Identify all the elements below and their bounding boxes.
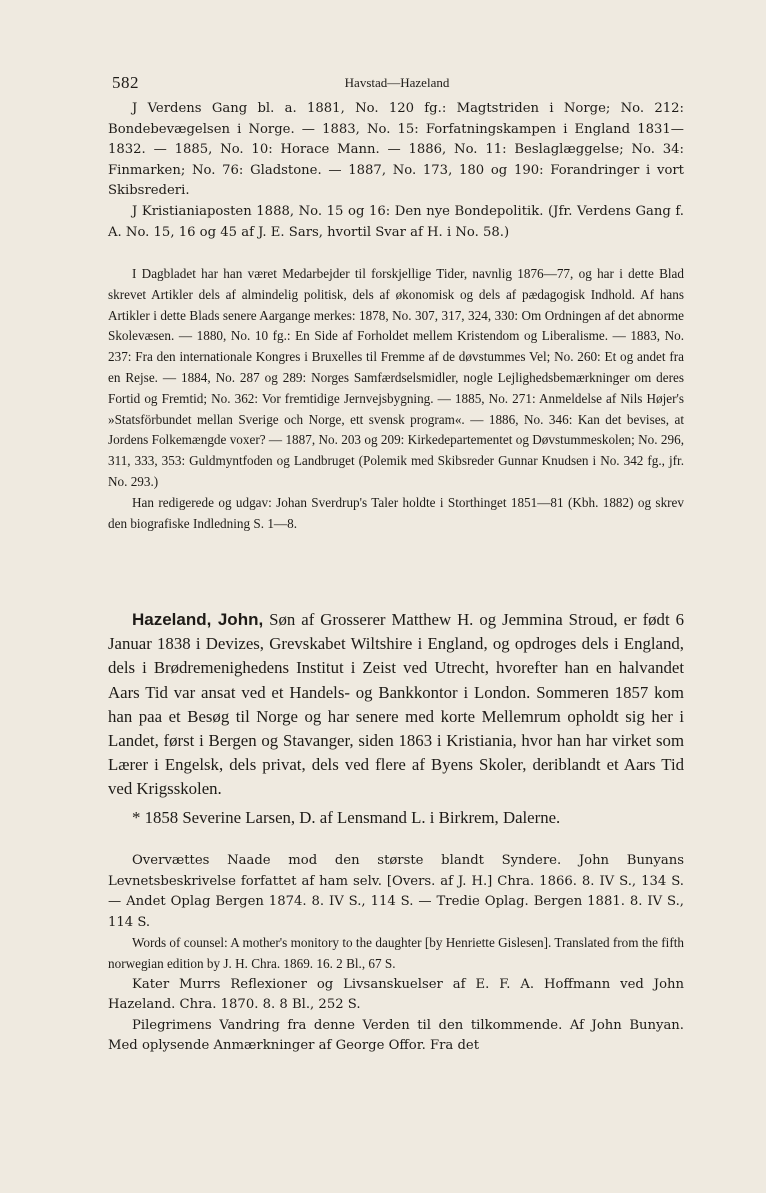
entry-bio-text: Søn af Grosserer Matthew H. og Jemmina Stroud, er født 6 Januar 1838 i Devizes, Grevskabet Wiltshire i England, og opdroges dels i England, dels i Brødremenighedens Institut i Zeist ved Utrecht, hvorefter han en halvandet Aars Tid var ansat ved et Handels- og Bankkontor i London. Sommeren 1857 kom han paa et Besøg til Norge og har senere med korte Mellemrum opholdt sig her i Landet, først i Bergen og Stavanger, siden 1863 i Kristiania, hvor han har virket som Lærer i Engelsk, dels privat, dels ved flere af Byens Skoler, deriblandt et Aars Tid ved Krigsskolen. — [108, 610, 684, 799]
work-pilegrimens-vandring: Pilegrimens Vandring fra denne Verden til den tilkommende. Af John Bunyan. Med oplysende Anmærkninger af George Offor. Fra det — [108, 1017, 684, 1054]
marriage-line: * 1858 Severine Larsen, D. af Lensmand L. i Birkrem, Dalerne. — [132, 807, 561, 827]
entry-name: Hazeland, John, — [132, 610, 264, 629]
havstad-references — [108, 99, 684, 243]
running-head: Havstad—Hazeland — [344, 75, 450, 90]
reference-verdens-gang: J Verdens Gang bl. a. 1881, No. 120 fg.: Magtstriden i Norge; No. 212: Bondebevægelsen i Norge. — 1883, No. 15: Forfatningskampen i England 1831—1832. — 1885, No. 10: Horace Mann. — 1886, No. 11: Beslaglæggelse; No. 34: Finmarken; No. 76: Gladstone. — 1887, No. 173, 180 og 190: Forandringer i vort Skibsrederi. — [108, 101, 684, 199]
havstad-dagbladet-section — [108, 264, 684, 534]
dagbladet-paragraph: I Dagbladet har han været Medarbejder til forskjellige Tider, navnlig 1876—77, og har i dette Blad skrevet Artikler dels af almindelig politisk, dels af økonomisk og dels af pædagogisk Indhold. Af hans Artikler i dette Blads senere Aargange merkes: 1878, No. 307, 317, 324, 330: Om Ordningen af det abnorme Skolevæsen. — 1880, No. 10 fg.: En Side af Forholdet mellem Kristendom og Liberalisme. — 1883, No. 237: Fra den internationale Kongres i Bruxelles til Fremme af de døvstummes Vel; No. 260: Et og andet fra en Rejse. — 1884, No. 287 og 289: Norges Samfærdselsmidler, nogle Lejlighedsbemærkninger om deres Fortid og Fremtid; No. 362: Vor fremtidige Jernvejsbygning. — 1885, No. 271: Anmeldelse af Nils Højer's »Statsförbundet mellan Sverige och Norge, ett svensk program«. — 1886, No. 346: Kan det bevises, at Jordens Folkemængde voxer? — 1887, No. 203 og 209: Kirkedepartementet og Døvstummeskolen; No. 296, 311, 333, 353: Guldmyntfoden og Landbruget (Polemik med Skibsreder Gunnar Knudsen i No. 342 fg., jfr. No. 293.) — [108, 266, 684, 489]
hazeland-works — [108, 851, 684, 1057]
hazeland-bio — [108, 608, 684, 802]
work-bunyan-naade: Overvættes Naade mod den største blandt Syndere. John Bunyans Levnetsbeskrivelse forfattet af ham selv. [Overs. af J. H.] Chra. 1866. 8. IV S., 134 S. — Andet Oplag Bergen 1874. 8. IV S., 114 S. — Tredie Oplag. Bergen 1881. 8. IV S., 114 S. — [108, 853, 684, 930]
hazeland-entry — [108, 608, 684, 830]
redigerede-paragraph: Han redigerede og udgav: Johan Sverdrup's Taler holdte i Storthinget 1851—81 (Kbh. 1882) og skrev den biografiske Indledning S. 1—8. — [108, 494, 684, 531]
page-header — [112, 73, 682, 95]
work-kater-murr: Kater Murrs Reflexioner og Livsanskuelser af E. F. A. Hoffmann ved John Hazeland. Chra. 1870. 8. 8 Bl., 252 S. — [108, 976, 684, 1013]
work-words-of-counsel: Words of counsel: A mother's monitory to the daughter [by Henriette Gislesen]. Translated from the fifth norwegian edition by J. H. Chra. 1869. 16. 2 Bl., 67 S. — [108, 935, 684, 971]
reference-kristianiaposten: J Kristianiaposten 1888, No. 15 og 16: Den nye Bondepolitik. (Jfr. Verdens Gang f. A. No. 15, 16 og 45 af J. E. Sars, hvortil Svar af H. i No. 58.) — [108, 203, 684, 240]
page-number: 582 — [112, 73, 139, 92]
